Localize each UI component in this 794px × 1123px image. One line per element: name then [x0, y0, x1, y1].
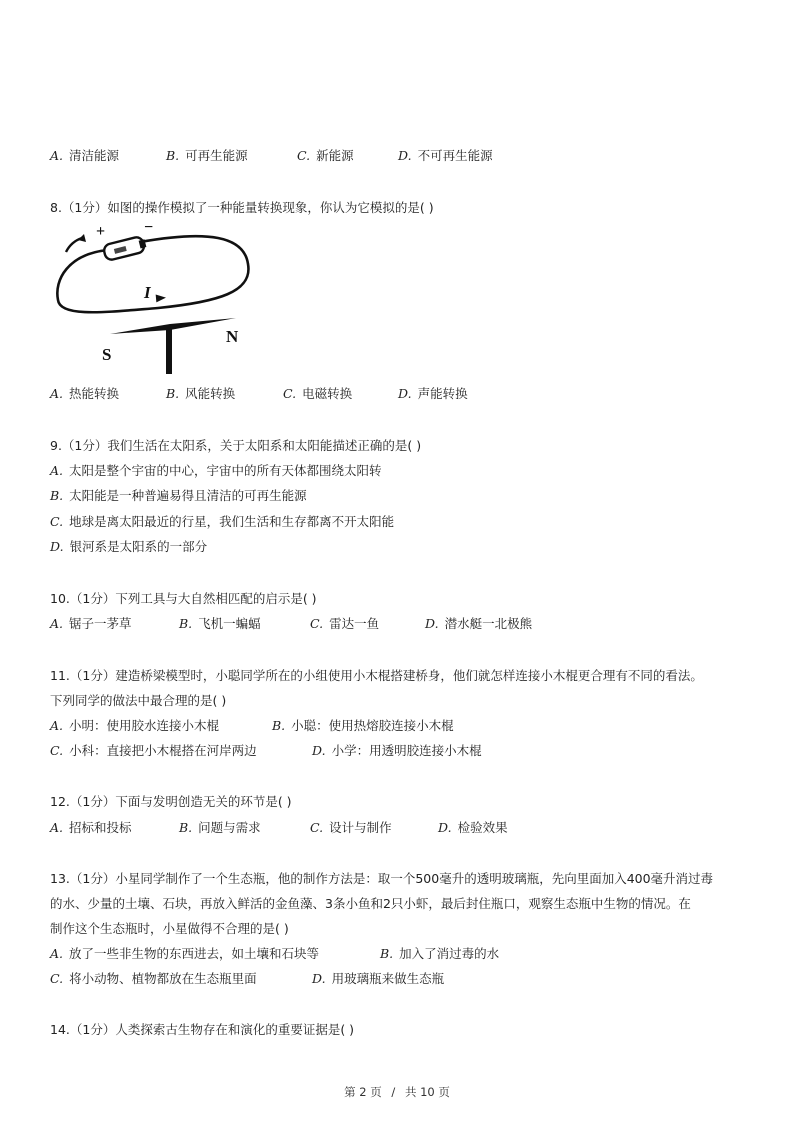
q8-option-c: C. 电磁转换 [283, 386, 353, 401]
current-arrow-icon [156, 294, 167, 303]
q9-option-b: B. 太阳能是一种普遍易得且清洁的可再生能源 [50, 488, 307, 503]
compass-needle [110, 324, 170, 334]
q11-option-c: C. 小科：直接把小木棍搭在河岸两边 [50, 743, 257, 758]
q8-figure-electromagnet [48, 222, 258, 377]
q10-option-b: B. 飞机一蝙蝠 [179, 616, 261, 631]
q8-option-d: D. 声能转换 [398, 386, 468, 401]
q8-option-b: B. 风能转换 [166, 386, 236, 401]
north-pole-label: N [226, 327, 239, 346]
q13-option-a: A. 放了一些非生物的东西进去，如土壤和石块等 [50, 946, 320, 961]
q7-option-b: B. 可再生能源 [166, 148, 248, 163]
page-total: 共 10 页 [404, 1085, 450, 1099]
page-number: 第 2 页 [344, 1085, 382, 1099]
q10-option-c: C. 雷达一鱼 [310, 616, 380, 631]
q13-stem-line3: 制作这个生态瓶时，小星做得不合理的是( ) [50, 921, 289, 936]
q11-stem-line1: 11.（1分）建造桥梁模型时，小聪同学所在的小组使用小木棍搭建桥身，他们就怎样连接小木棍更合理有不同的看法。 [50, 668, 703, 683]
q13-stem-line2: 的水、少量的土壤、石块，再放入鲜活的金鱼藻、3条小鱼和2只小虾，最后封住瓶口，观察生态瓶中生物的情况。在 [50, 896, 691, 911]
q14-stem: 14.（1分）人类探索古生物存在和演化的重要证据是( ) [50, 1022, 355, 1037]
q10-option-d: D. 潜水艇一北极熊 [425, 616, 533, 631]
q12-option-b: B. 问题与需求 [179, 820, 261, 835]
q13-option-b: B. 加入了消过毒的水 [380, 946, 500, 961]
q7-option-d: D. 不可再生能源 [398, 148, 493, 163]
q10-stem: 10.（1分）下列工具与大自然相匹配的启示是( ) [50, 591, 317, 606]
q7-option-c: C. 新能源 [297, 148, 354, 163]
q10-option-a: A. 锯子一茅草 [50, 616, 132, 631]
compass-stand [166, 326, 172, 374]
q12-option-a: A. 招标和投标 [50, 820, 132, 835]
q8-figure-svg [48, 222, 258, 374]
page-footer [0, 1084, 794, 1100]
q9-option-d: D. 银河系是太阳系的一部分 [50, 539, 208, 554]
q11-stem-line2: 下列同学的做法中最合理的是( ) [50, 693, 227, 708]
q7-option-a: A. 清洁能源 [50, 148, 120, 163]
q11-option-b: B. 小聪：使用热熔胶连接小木棍 [272, 718, 454, 733]
q13-option-d: D. 用玻璃瓶来做生态瓶 [312, 971, 445, 986]
plus-sign: + [96, 223, 106, 240]
page-separator: / [391, 1085, 396, 1099]
q11-option-a: A. 小明：使用胶水连接小木棍 [50, 718, 220, 733]
q13-option-c: C. 将小动物、植物都放在生态瓶里面 [50, 971, 257, 986]
wire-loop [57, 236, 248, 312]
q12-stem: 12.（1分）下面与发明创造无关的环节是( ) [50, 794, 292, 809]
current-label: I [144, 283, 151, 302]
q9-stem: 9.（1分）我们生活在太阳系，关于太阳系和太阳能描述正确的是( ) [50, 438, 422, 453]
q12-option-d: D. 检验效果 [438, 820, 508, 835]
q8-stem: 8.（1分）如图的操作模拟了一种能量转换现象，你认为它模拟的是( ) [50, 200, 434, 215]
battery-icon [103, 235, 148, 261]
q8-option-a: A. 热能转换 [50, 386, 120, 401]
q11-option-d: D. 小学：用透明胶连接小木棍 [312, 743, 482, 758]
q9-option-c: C. 地球是离太阳最近的行星，我们生活和生存都离不开太阳能 [50, 514, 395, 529]
q13-stem-line1: 13.（1分）小星同学制作了一个生态瓶，他的制作方法是：取一个500毫升的透明玻璃瓶，先向里面加入400毫升消过毒 [50, 871, 714, 886]
q12-option-c: C. 设计与制作 [310, 820, 392, 835]
q9-option-a: A. 太阳是整个宇宙的中心，宇宙中的所有天体都围绕太阳转 [50, 463, 382, 478]
south-pole-label: S [102, 345, 112, 364]
minus-sign: − [144, 222, 154, 236]
